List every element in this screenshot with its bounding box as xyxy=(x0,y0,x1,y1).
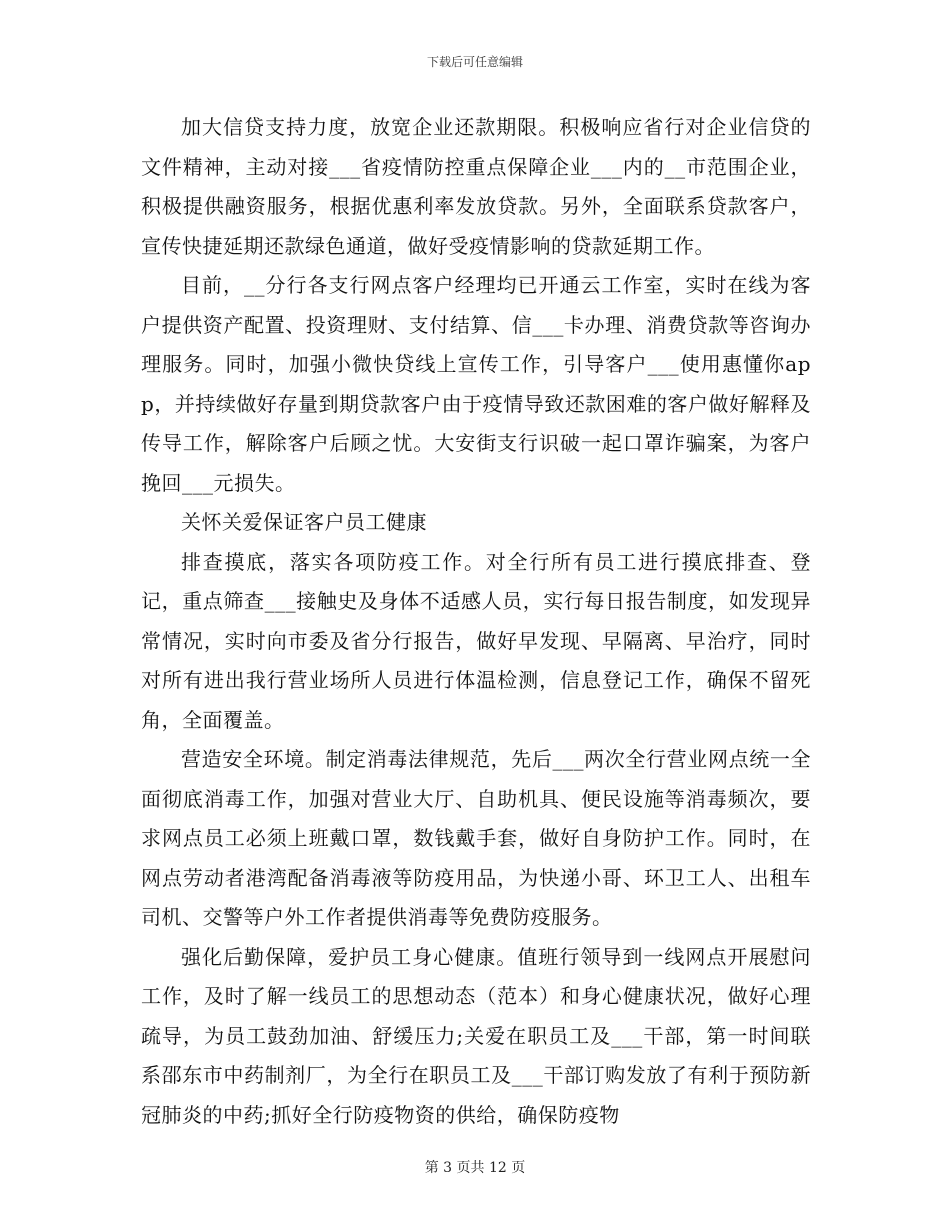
document-body xyxy=(141,108,811,1135)
page-footer: 第 3 页共 12 页 xyxy=(424,1160,526,1176)
page-header: 下载后可任意编辑 xyxy=(426,55,523,69)
paragraph-credit-support: 加大信贷支持力度，放宽企业还款期限。积极响应省行对企业信贷的文件精神，主动对接___省疫情防控重点保障企业___内的__市范围企业，积极提供融资服务，根据优惠利率发放贷款。另外，全面联系贷款客户，宣传快捷延期还款绿色通道，做好受疫情影响的贷款延期工作。 xyxy=(141,115,811,258)
paragraph-safe-environment: 营造安全环境。制定消毒法律规范，先后___两次全行营业网点统一全面彻底消毒工作，加强对营业大厅、自助机具、便民设施等消毒频次，要求网点员工必须上班戴口罩，数钱戴手套，做好自身防护工作。同时，在网点劳动者港湾配备消毒液等防疫用品，为快递小哥、环卫工人、出租车司机、交警等户外工作者提供消毒等免费防疫服务。 xyxy=(141,747,811,929)
paragraph-logistics: 强化后勤保障，爱护员工身心健康。值班行领导到一线网点开展慰问工作，及时了解一线员工的思想动态（范本）和身心健康状况，做好心理疏导，为员工鼓劲加油、舒缓压力;关爱在职员工及___干部，第一时间联系邵东市中药制剂厂，为全行在职员工及___干部订购发放了有利于预防新冠肺炎的中药;抓好全行防疫物资的供给，确保防疫物 xyxy=(141,944,811,1127)
paragraph-online-service: 目前，__分行各支行网点客户经理均已开通云工作室，实时在线为客户提供资产配置、投资理财、支付结算、信___卡办理、消费贷款等咨询办理服务。同时，加强小微快贷线上宣传工作，引导客户___使用惠懂你app，并持续做好存量到期贷款客户由于疫情导致还款困难的客户做好解释及传导工作，解除客户后顾之忧。大安街支行识破一起口罩诈骗案，为客户挽回___元损失。 xyxy=(141,273,811,495)
section-heading-care: 关怀关爱保证客户员工健康 xyxy=(181,510,427,534)
paragraph-screening: 排查摸底，落实各项防疫工作。对全行所有员工进行摸底排查、登记，重点筛查___接触史及身体不适感人员，实行每日报告制度，如发现异常情况，实时向市委及省分行报告，做好早发现、早隔离、早治疗，同时对所有进出我行营业场所人员进行体温检测，信息登记工作，确保不留死角，全面覆盖。 xyxy=(141,549,811,732)
